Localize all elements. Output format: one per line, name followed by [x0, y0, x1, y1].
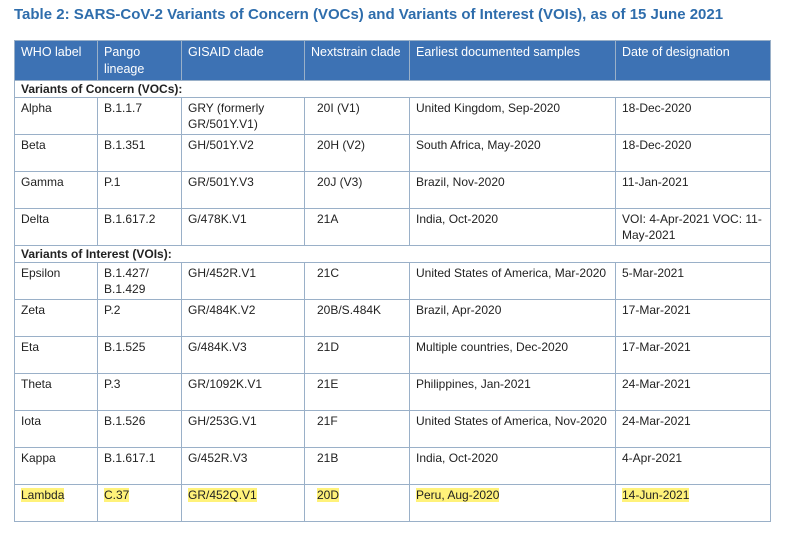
cell-nextstrain-clade	[305, 448, 410, 485]
cell-date-designation-text: 18-Dec-2020	[622, 101, 692, 115]
cell-nextstrain-clade-text: 21C	[317, 266, 340, 280]
cell-earliest-samples	[410, 448, 616, 485]
cell-gisaid-clade-text: GH/501Y.V2	[188, 138, 254, 152]
cell-who-label	[15, 485, 98, 522]
table-row	[15, 98, 771, 135]
cell-gisaid-clade-text: GR/484K.V2	[188, 303, 256, 317]
cell-earliest-samples	[410, 300, 616, 337]
cell-earliest-samples	[410, 485, 616, 522]
cell-date-designation	[616, 411, 771, 448]
cell-gisaid-clade-text: G/484K.V3	[188, 340, 247, 354]
cell-nextstrain-clade	[305, 337, 410, 374]
cell-earliest-samples-text: South Africa, May-2020	[416, 138, 541, 152]
cell-who-label	[15, 411, 98, 448]
header-row	[15, 41, 771, 81]
cell-gisaid-clade-text: GH/452R.V1	[188, 266, 257, 280]
cell-gisaid-clade-text: G/478K.V1	[188, 212, 247, 226]
cell-pango-lineage-text: P.1	[104, 175, 121, 189]
cell-gisaid-clade-text: GRY (formerly GR/501Y.V1)	[188, 101, 265, 131]
table-row	[15, 374, 771, 411]
cell-nextstrain-clade-text: 20I (V1)	[317, 101, 360, 115]
cell-date-designation	[616, 374, 771, 411]
cell-pango-lineage	[98, 448, 182, 485]
cell-pango-lineage-text: P.3	[104, 377, 121, 391]
cell-nextstrain-clade-text: 21D	[317, 340, 340, 354]
cell-pango-lineage-text: B.1.351	[104, 138, 146, 152]
cell-gisaid-clade-text: GR/452Q.V1	[188, 488, 257, 502]
cell-earliest-samples	[410, 172, 616, 209]
cell-nextstrain-clade-text: 20D	[317, 488, 340, 502]
cell-gisaid-clade	[182, 172, 305, 209]
cell-gisaid-clade-text: GR/501Y.V3	[188, 175, 254, 189]
cell-gisaid-clade	[182, 135, 305, 172]
cell-pango-lineage	[98, 300, 182, 337]
cell-nextstrain-clade	[305, 98, 410, 135]
cell-nextstrain-clade	[305, 172, 410, 209]
cell-who-label	[15, 135, 98, 172]
cell-earliest-samples	[410, 337, 616, 374]
cell-pango-lineage	[98, 98, 182, 135]
col-header-earliest-samples: Earliest documented samples	[410, 41, 616, 81]
cell-nextstrain-clade-text: 20B/S.484K	[317, 303, 382, 317]
cell-nextstrain-clade-text: 21F	[317, 414, 338, 428]
cell-who-label-text: Lambda	[21, 488, 65, 502]
cell-who-label	[15, 337, 98, 374]
cell-date-designation-text: 5-Mar-2021	[622, 266, 685, 280]
cell-pango-lineage	[98, 485, 182, 522]
cell-nextstrain-clade-text: 21B	[317, 451, 339, 465]
cell-pango-lineage-text: P.2	[104, 303, 121, 317]
cell-earliest-samples-text: United States of America, Nov-2020	[416, 414, 607, 428]
cell-nextstrain-clade-text: 21E	[317, 377, 339, 391]
cell-earliest-samples-text: Peru, Aug-2020	[416, 488, 500, 502]
cell-earliest-samples	[410, 135, 616, 172]
cell-pango-lineage-text: B.1.525	[104, 340, 146, 354]
cell-pango-lineage	[98, 374, 182, 411]
cell-earliest-samples	[410, 263, 616, 300]
cell-pango-lineage-text: B.1.427/ B.1.429	[104, 266, 149, 296]
cell-date-designation	[616, 485, 771, 522]
table-row	[15, 411, 771, 448]
cell-earliest-samples-text: Brazil, Apr-2020	[416, 303, 502, 317]
cell-date-designation-text: 18-Dec-2020	[622, 138, 692, 152]
cell-who-label-text: Theta	[21, 377, 52, 391]
cell-nextstrain-clade	[305, 300, 410, 337]
cell-date-designation	[616, 263, 771, 300]
cell-date-designation	[616, 98, 771, 135]
cell-pango-lineage	[98, 411, 182, 448]
cell-pango-lineage	[98, 135, 182, 172]
cell-nextstrain-clade	[305, 374, 410, 411]
cell-pango-lineage	[98, 337, 182, 374]
cell-gisaid-clade	[182, 209, 305, 246]
table-row	[15, 485, 771, 522]
cell-date-designation-text: 24-Mar-2021	[622, 377, 691, 391]
cell-who-label	[15, 172, 98, 209]
cell-gisaid-clade-text: G/452R.V3	[188, 451, 248, 465]
cell-who-label	[15, 374, 98, 411]
cell-earliest-samples-text: Philippines, Jan-2021	[416, 377, 531, 391]
cell-gisaid-clade	[182, 300, 305, 337]
section-label: Variants of Interest (VOIs):	[15, 246, 771, 263]
cell-pango-lineage	[98, 263, 182, 300]
cell-who-label-text: Delta	[21, 212, 50, 226]
cell-earliest-samples	[410, 374, 616, 411]
cell-pango-lineage-text: B.1.617.1	[104, 451, 156, 465]
cell-earliest-samples-text: United States of America, Mar-2020	[416, 266, 607, 280]
cell-who-label-text: Gamma	[21, 175, 64, 189]
section-row-voi	[15, 246, 771, 263]
cell-earliest-samples	[410, 209, 616, 246]
cell-gisaid-clade	[182, 448, 305, 485]
cell-who-label	[15, 263, 98, 300]
cell-gisaid-clade	[182, 485, 305, 522]
table-row	[15, 209, 771, 246]
cell-who-label	[15, 448, 98, 485]
cell-earliest-samples-text: Brazil, Nov-2020	[416, 175, 505, 189]
cell-gisaid-clade-text: GH/253G.V1	[188, 414, 257, 428]
cell-who-label	[15, 98, 98, 135]
cell-nextstrain-clade	[305, 485, 410, 522]
table-row	[15, 448, 771, 485]
col-header-nextstrain-clade: Nextstrain clade	[305, 41, 410, 81]
cell-pango-lineage-text: C.37	[104, 488, 130, 502]
cell-date-designation	[616, 172, 771, 209]
col-header-who-label: WHO label	[15, 41, 98, 81]
table-row	[15, 135, 771, 172]
col-header-pango-lineage: Pango lineage	[98, 41, 182, 81]
table-row	[15, 337, 771, 374]
cell-earliest-samples-text: Multiple countries, Dec-2020	[416, 340, 569, 354]
cell-earliest-samples	[410, 411, 616, 448]
cell-who-label-text: Beta	[21, 138, 46, 152]
cell-who-label-text: Iota	[21, 414, 42, 428]
cell-date-designation-text: 11-Jan-2021	[622, 175, 689, 189]
cell-pango-lineage-text: B.1.1.7	[104, 101, 143, 115]
variants-table	[14, 40, 771, 522]
cell-gisaid-clade	[182, 337, 305, 374]
cell-nextstrain-clade-text: 20H (V2)	[317, 138, 366, 152]
cell-gisaid-clade	[182, 374, 305, 411]
cell-date-designation-text: VOI: 4-Apr-2021 VOC: 11-May-2021	[622, 212, 762, 242]
cell-date-designation	[616, 300, 771, 337]
cell-pango-lineage	[98, 209, 182, 246]
cell-date-designation	[616, 337, 771, 374]
cell-nextstrain-clade-text: 21A	[317, 212, 339, 226]
cell-date-designation	[616, 448, 771, 485]
cell-earliest-samples	[410, 98, 616, 135]
cell-earliest-samples-text: United Kingdom, Sep-2020	[416, 101, 561, 115]
cell-date-designation-text: 14-Jun-2021	[622, 488, 690, 502]
cell-gisaid-clade	[182, 411, 305, 448]
cell-who-label-text: Kappa	[21, 451, 56, 465]
cell-gisaid-clade	[182, 98, 305, 135]
cell-earliest-samples-text: India, Oct-2020	[416, 451, 499, 465]
cell-who-label-text: Eta	[21, 340, 40, 354]
cell-who-label-text: Zeta	[21, 303, 46, 317]
section-row-voc	[15, 81, 771, 98]
table-title: Table 2: SARS-CoV-2 Variants of Concern (VOCs) and Variants of Interest (VOIs), as of 15 June 2021	[14, 6, 724, 23]
cell-who-label-text: Epsilon	[21, 266, 61, 280]
table-row	[15, 172, 771, 209]
cell-pango-lineage-text: B.1.617.2	[104, 212, 156, 226]
table-row	[15, 263, 771, 300]
cell-nextstrain-clade	[305, 209, 410, 246]
cell-nextstrain-clade	[305, 411, 410, 448]
cell-pango-lineage	[98, 172, 182, 209]
cell-pango-lineage-text: B.1.526	[104, 414, 146, 428]
cell-nextstrain-clade-text: 20J (V3)	[317, 175, 363, 189]
cell-date-designation	[616, 135, 771, 172]
cell-who-label	[15, 209, 98, 246]
cell-gisaid-clade	[182, 263, 305, 300]
col-header-gisaid-clade: GISAID clade	[182, 41, 305, 81]
cell-date-designation-text: 17-Mar-2021	[622, 340, 691, 354]
cell-nextstrain-clade	[305, 263, 410, 300]
cell-who-label	[15, 300, 98, 337]
cell-date-designation-text: 17-Mar-2021	[622, 303, 691, 317]
cell-who-label-text: Alpha	[21, 101, 52, 115]
cell-date-designation-text: 24-Mar-2021	[622, 414, 691, 428]
col-header-date-designation: Date of designation	[616, 41, 771, 81]
cell-earliest-samples-text: India, Oct-2020	[416, 212, 499, 226]
section-label: Variants of Concern (VOCs):	[15, 81, 771, 98]
cell-date-designation	[616, 209, 771, 246]
cell-date-designation-text: 4-Apr-2021	[622, 451, 683, 465]
cell-nextstrain-clade	[305, 135, 410, 172]
cell-gisaid-clade-text: GR/1092K.V1	[188, 377, 263, 391]
table-row	[15, 300, 771, 337]
